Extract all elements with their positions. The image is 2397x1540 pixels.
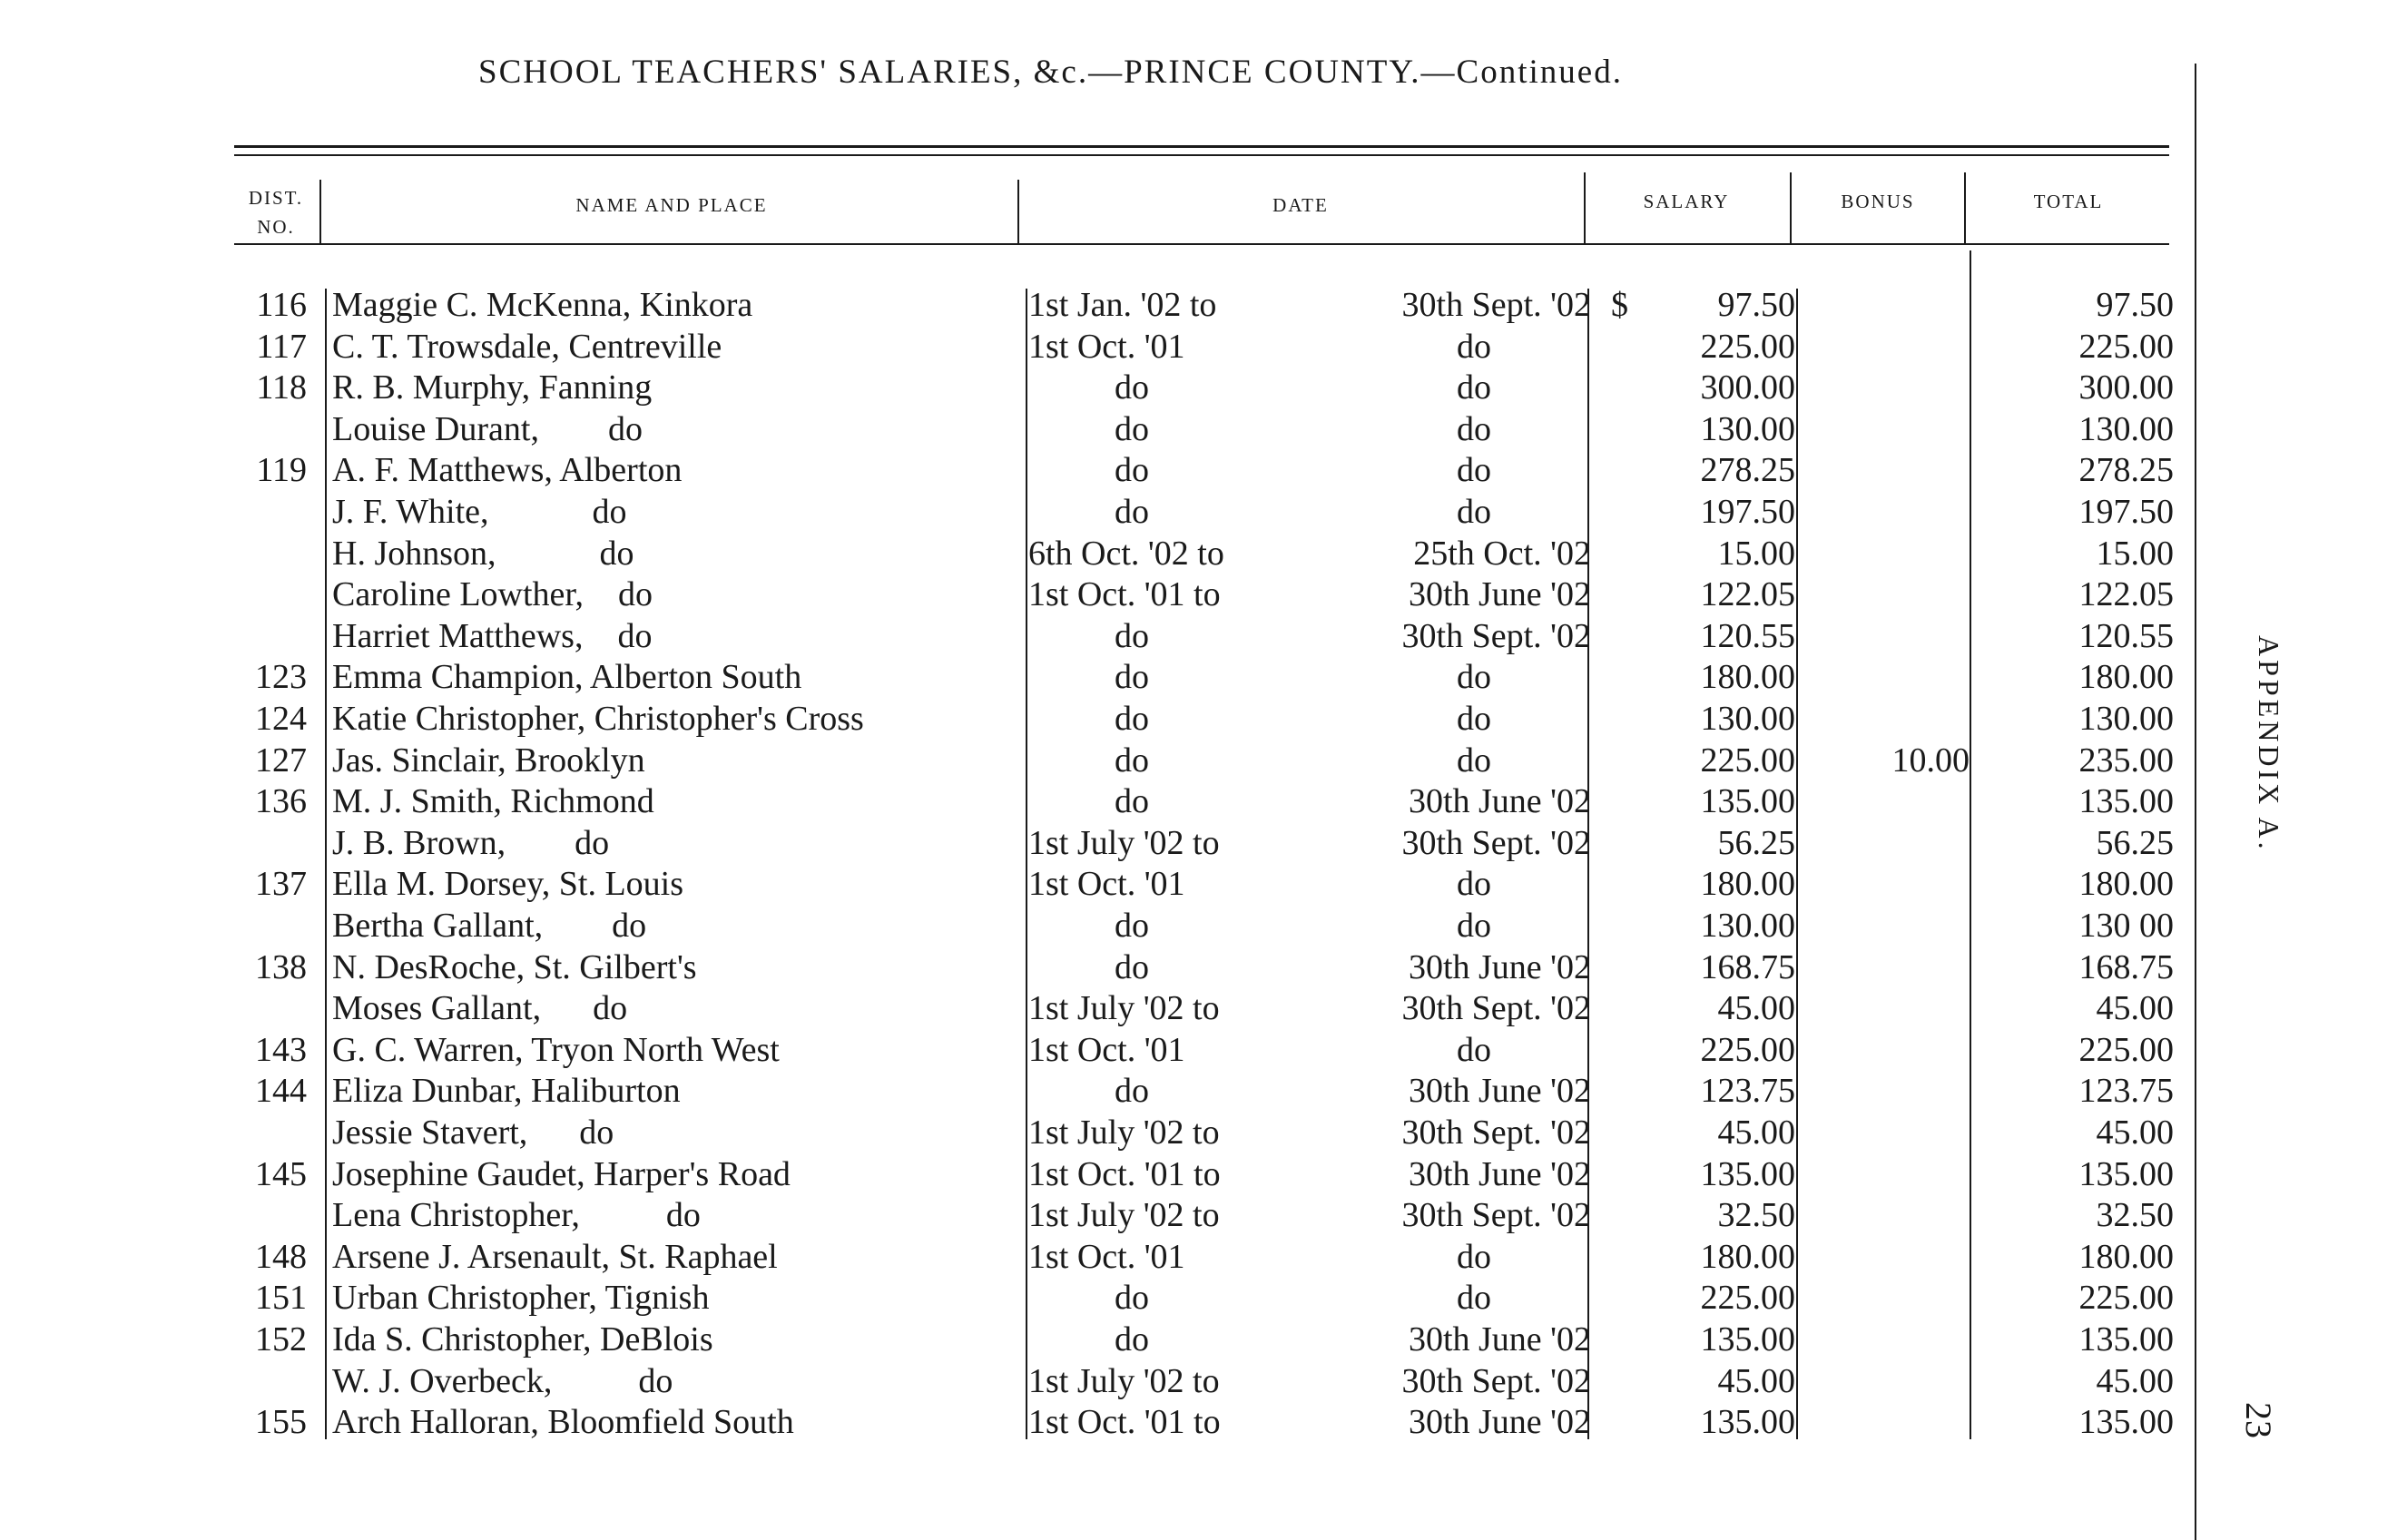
- salary-value: 278.25: [1700, 451, 1795, 490]
- salary-value: 56.25: [1717, 823, 1795, 862]
- dist-no: 124: [255, 700, 307, 738]
- date-from: do: [1115, 782, 1149, 821]
- date-to: do: [1457, 409, 1491, 448]
- dist-no: 145: [255, 1154, 307, 1193]
- date-to: 30th Sept. '02: [1401, 823, 1591, 862]
- date-from: 1st Oct. '01 to: [1028, 575, 1221, 614]
- total-value: 123.75: [2078, 1072, 2174, 1111]
- table-row: [0, 1195, 2224, 1236]
- date-from: 1st Jan. '02 to: [1028, 286, 1217, 324]
- total-value: 45.00: [2096, 989, 2174, 1028]
- total-value: 135.00: [2078, 1403, 2174, 1442]
- date-from: 6th Oct. '02 to: [1028, 534, 1224, 573]
- date-to: do: [1457, 327, 1491, 366]
- header-bottom-rule: [234, 243, 2169, 245]
- salary-value: 45.00: [1717, 1113, 1795, 1152]
- header-dist-line1: DIST.: [248, 187, 304, 209]
- date-to: 30th Sept. '02: [1401, 1196, 1591, 1235]
- dist-no: 143: [255, 1030, 307, 1069]
- table-row: [0, 492, 2224, 533]
- name-and-place: W. J. Overbeck, do: [332, 1361, 673, 1400]
- date-from: do: [1115, 907, 1149, 945]
- table-row: [0, 823, 2224, 864]
- name-and-place: H. Johnson, do: [332, 534, 634, 573]
- total-value: 45.00: [2096, 1361, 2174, 1400]
- table-row: [0, 1154, 2224, 1195]
- header-salary: SALARY: [1643, 191, 1730, 212]
- total-value: 130 00: [2078, 907, 2174, 945]
- salary-value: 97.50: [1717, 286, 1795, 324]
- table-row: [0, 1071, 2224, 1112]
- name-and-place: Moses Gallant, do: [332, 989, 628, 1028]
- salary-value: 120.55: [1700, 616, 1795, 655]
- total-value: 300.00: [2078, 368, 2174, 407]
- total-value: 278.25: [2078, 451, 2174, 490]
- date-to: 30th Sept. '02: [1401, 286, 1591, 324]
- table-row: [0, 864, 2224, 905]
- salary-value: 197.50: [1700, 493, 1795, 531]
- name-and-place: J. F. White, do: [332, 493, 627, 531]
- table-row: [0, 1278, 2224, 1319]
- table-row: [0, 1402, 2224, 1443]
- salary-value: 180.00: [1700, 1237, 1795, 1276]
- date-from: do: [1115, 368, 1149, 407]
- total-value: 56.25: [2096, 823, 2174, 862]
- date-to: 30th June '02: [1408, 1403, 1591, 1442]
- side-label: APPENDIX A.: [2253, 635, 2285, 853]
- side-label-wrap: [2242, 635, 2296, 907]
- salary-value: 225.00: [1700, 1030, 1795, 1069]
- table-row: [0, 616, 2224, 657]
- salary-value: 45.00: [1717, 989, 1795, 1028]
- total-value: 120.55: [2078, 616, 2174, 655]
- table-row: [0, 409, 2224, 450]
- dist-no: 137: [255, 865, 307, 904]
- salary-value: 135.00: [1700, 1320, 1795, 1359]
- name-and-place: Jessie Stavert, do: [332, 1113, 614, 1152]
- date-to: 30th Sept. '02: [1401, 616, 1591, 655]
- salary-value: 168.75: [1700, 947, 1795, 986]
- salary-value: 300.00: [1700, 368, 1795, 407]
- table-row: [0, 368, 2224, 408]
- salary-value: 123.75: [1700, 1072, 1795, 1111]
- salary-value: 225.00: [1700, 741, 1795, 780]
- salary-value: 180.00: [1700, 865, 1795, 904]
- dist-no: 119: [256, 451, 307, 490]
- date-from: 1st Oct. '01 to: [1028, 1154, 1221, 1193]
- top-rule-thick: [234, 145, 2169, 148]
- table-row: [0, 450, 2224, 491]
- date-from: do: [1115, 1072, 1149, 1111]
- name-and-place: Jas. Sinclair, Brooklyn: [332, 741, 645, 780]
- date-from: do: [1115, 1320, 1149, 1359]
- header-sep-salary: [1790, 172, 1792, 243]
- date-to: 30th June '02: [1408, 947, 1591, 986]
- date-to: 30th June '02: [1408, 575, 1591, 614]
- page-number: 23: [2238, 1402, 2279, 1438]
- total-value: 130.00: [2078, 409, 2174, 448]
- table-row: [0, 285, 2224, 326]
- date-from: do: [1115, 451, 1149, 490]
- header-sep-date: [1584, 172, 1586, 243]
- date-to: 30th Sept. '02: [1401, 1113, 1591, 1152]
- name-and-place: Maggie C. McKenna, Kinkora: [332, 286, 753, 324]
- date-from: do: [1115, 658, 1149, 697]
- dollar-sign: $: [1611, 286, 1628, 324]
- dist-no: 117: [256, 327, 307, 366]
- name-and-place: Bertha Gallant, do: [332, 907, 647, 945]
- table-row: [0, 327, 2224, 368]
- total-value: 235.00: [2078, 741, 2174, 780]
- header-name: NAME AND PLACE: [575, 194, 768, 216]
- date-to: 30th June '02: [1408, 1320, 1591, 1359]
- table-row: [0, 574, 2224, 615]
- total-value: 180.00: [2078, 1237, 2174, 1276]
- table-row: [0, 741, 2224, 781]
- name-and-place: Louise Durant, do: [332, 409, 643, 448]
- date-from: 1st July '02 to: [1028, 1113, 1220, 1152]
- total-value: 225.00: [2078, 1030, 2174, 1069]
- date-from: 1st Oct. '01: [1028, 327, 1185, 366]
- name-and-place: A. F. Matthews, Alberton: [332, 451, 683, 490]
- salary-value: 45.00: [1717, 1361, 1795, 1400]
- name-and-place: R. B. Murphy, Fanning: [332, 368, 653, 407]
- date-to: do: [1457, 907, 1491, 945]
- date-from: 1st July '02 to: [1028, 989, 1220, 1028]
- header-date: DATE: [1272, 194, 1329, 216]
- name-and-place: J. B. Brown, do: [332, 823, 610, 862]
- date-from: do: [1115, 1279, 1149, 1318]
- date-to: 30th June '02: [1408, 1154, 1591, 1193]
- name-and-place: N. DesRoche, St. Gilbert's: [332, 947, 697, 986]
- salary-value: 225.00: [1700, 327, 1795, 366]
- date-to: do: [1457, 700, 1491, 738]
- date-to: 25th Oct. '02: [1413, 534, 1591, 573]
- salary-value: 32.50: [1717, 1196, 1795, 1235]
- header-dist: [234, 183, 318, 241]
- total-value: 135.00: [2078, 1320, 2174, 1359]
- date-to: do: [1457, 1237, 1491, 1276]
- table-row: [0, 699, 2224, 740]
- salary-value: 15.00: [1717, 534, 1795, 573]
- date-to: do: [1457, 451, 1491, 490]
- total-value: 180.00: [2078, 658, 2174, 697]
- total-value: 180.00: [2078, 865, 2174, 904]
- salary-value: 122.05: [1700, 575, 1795, 614]
- name-and-place: Ella M. Dorsey, St. Louis: [332, 865, 684, 904]
- header-sep-name: [1017, 180, 1019, 243]
- salary-value: 225.00: [1700, 1279, 1795, 1318]
- total-value: 168.75: [2078, 947, 2174, 986]
- name-and-place: Ida S. Christopher, DeBlois: [332, 1320, 713, 1359]
- total-value: 122.05: [2078, 575, 2174, 614]
- date-to: do: [1457, 741, 1491, 780]
- table-row: [0, 781, 2224, 822]
- table-row: [0, 1319, 2224, 1360]
- dist-no: 123: [255, 658, 307, 697]
- header-sep-bonus: [1964, 172, 1966, 243]
- date-from: do: [1115, 409, 1149, 448]
- dist-no: 118: [256, 368, 307, 407]
- date-to: do: [1457, 1030, 1491, 1069]
- name-and-place: G. C. Warren, Tryon North West: [332, 1030, 780, 1069]
- total-value: 225.00: [2078, 327, 2174, 366]
- table-row: [0, 906, 2224, 947]
- total-value: 225.00: [2078, 1279, 2174, 1318]
- name-and-place: Arch Halloran, Bloomfield South: [332, 1403, 794, 1442]
- salary-value: 135.00: [1700, 1154, 1795, 1193]
- date-to: 30th Sept. '02: [1401, 989, 1591, 1028]
- name-and-place: Harriet Matthews, do: [332, 616, 653, 655]
- date-from: do: [1115, 616, 1149, 655]
- salary-value: 130.00: [1700, 700, 1795, 738]
- total-value: 135.00: [2078, 782, 2174, 821]
- date-from: 1st July '02 to: [1028, 1361, 1220, 1400]
- total-value: 197.50: [2078, 493, 2174, 531]
- dist-no: 138: [255, 947, 307, 986]
- table-row: [0, 1237, 2224, 1278]
- header-dist-line2: NO.: [257, 216, 295, 238]
- header-total: TOTAL: [2033, 191, 2104, 212]
- header-bonus: BONUS: [1841, 191, 1915, 212]
- date-to: 30th Sept. '02: [1401, 1361, 1591, 1400]
- name-and-place: Eliza Dunbar, Haliburton: [332, 1072, 681, 1111]
- salary-value: 135.00: [1700, 782, 1795, 821]
- dist-no: 155: [255, 1403, 307, 1442]
- date-to: do: [1457, 865, 1491, 904]
- total-value: 130.00: [2078, 700, 2174, 738]
- date-to: 30th June '02: [1408, 1072, 1591, 1111]
- dist-no: 116: [256, 286, 307, 324]
- dist-no: 152: [255, 1320, 307, 1359]
- table-row: [0, 534, 2224, 574]
- table-row: [0, 1361, 2224, 1402]
- table-row: [0, 657, 2224, 698]
- date-to: 30th June '02: [1408, 782, 1591, 821]
- dist-no: 136: [255, 782, 307, 821]
- name-and-place: Lena Christopher, do: [332, 1196, 701, 1235]
- name-and-place: Caroline Lowther, do: [332, 575, 653, 614]
- dist-no: 144: [255, 1072, 307, 1111]
- name-and-place: Josephine Gaudet, Harper's Road: [332, 1154, 791, 1193]
- salary-value: 135.00: [1700, 1403, 1795, 1442]
- date-from: 1st July '02 to: [1028, 1196, 1220, 1235]
- date-to: do: [1457, 658, 1491, 697]
- total-value: 135.00: [2078, 1154, 2174, 1193]
- top-rule-thin: [234, 154, 2169, 156]
- salary-value: 180.00: [1700, 658, 1795, 697]
- total-value: 97.50: [2096, 286, 2174, 324]
- name-and-place: Arsene J. Arsenault, St. Raphael: [332, 1237, 778, 1276]
- dist-no: 127: [255, 741, 307, 780]
- total-value: 45.00: [2096, 1113, 2174, 1152]
- date-from: do: [1115, 700, 1149, 738]
- table-row: [0, 988, 2224, 1029]
- date-to: do: [1457, 1279, 1491, 1318]
- salary-value: 130.00: [1700, 907, 1795, 945]
- date-from: do: [1115, 493, 1149, 531]
- name-and-place: C. T. Trowsdale, Centreville: [332, 327, 722, 366]
- name-and-place: Emma Champion, Alberton South: [332, 658, 802, 697]
- name-and-place: Urban Christopher, Tignish: [332, 1279, 710, 1318]
- total-value: 32.50: [2096, 1196, 2174, 1235]
- salary-value: 130.00: [1700, 409, 1795, 448]
- dist-no: 148: [255, 1237, 307, 1276]
- name-and-place: M. J. Smith, Richmond: [332, 782, 654, 821]
- date-from: do: [1115, 947, 1149, 986]
- date-from: 1st Oct. '01 to: [1028, 1403, 1221, 1442]
- date-from: 1st Oct. '01: [1028, 1030, 1185, 1069]
- table-row: [0, 1030, 2224, 1071]
- table-row: [0, 947, 2224, 988]
- date-from: 1st July '02 to: [1028, 823, 1220, 862]
- bonus-value: 10.00: [1891, 741, 1970, 780]
- dist-no: 151: [255, 1279, 307, 1318]
- name-and-place: Katie Christopher, Christopher's Cross: [332, 700, 864, 738]
- table-row: [0, 1113, 2224, 1153]
- date-to: do: [1457, 368, 1491, 407]
- page-title: SCHOOL TEACHERS' SALARIES, &c.—PRINCE COUNTY.—Continued.: [478, 54, 1623, 91]
- date-from: 1st Oct. '01: [1028, 865, 1185, 904]
- date-to: do: [1457, 493, 1491, 531]
- date-from: do: [1115, 741, 1149, 780]
- date-from: 1st Oct. '01: [1028, 1237, 1185, 1276]
- header-sep-dist: [319, 180, 321, 243]
- total-value: 15.00: [2096, 534, 2174, 573]
